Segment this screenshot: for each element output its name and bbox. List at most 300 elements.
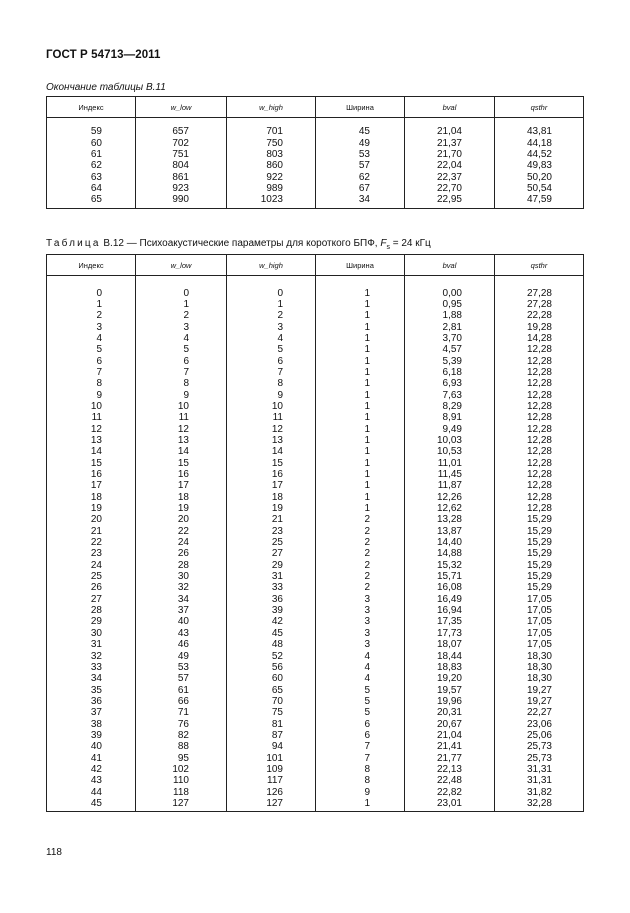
cell-width: 1	[316, 423, 405, 434]
cell-index: 21	[47, 526, 136, 537]
table-b12-caption	[46, 238, 431, 251]
cell-width: 1	[316, 287, 405, 298]
table-b12	[46, 254, 584, 812]
cell-w-high: 45	[227, 628, 316, 639]
cell-qsthr: 23,06	[495, 718, 584, 729]
table-row	[47, 492, 584, 503]
table-row	[47, 696, 584, 707]
cell-index: 22	[47, 537, 136, 548]
cell-w-high: 922	[227, 172, 316, 183]
spacer-cell	[405, 118, 495, 127]
cell-bval: 18,07	[405, 639, 495, 650]
cell-bval: 16,94	[405, 605, 495, 616]
cell-width: 2	[316, 514, 405, 525]
table-row	[47, 718, 584, 729]
cell-w-low: 37	[136, 605, 227, 616]
cell-qsthr: 12,28	[495, 458, 584, 469]
cell-index: 3	[47, 321, 136, 332]
cell-index: 65	[47, 194, 136, 208]
cell-qsthr: 14,28	[495, 333, 584, 344]
cell-qsthr: 19,28	[495, 321, 584, 332]
cell-w-low: 16	[136, 469, 227, 480]
cell-w-low: 61	[136, 684, 227, 695]
table-row	[47, 798, 584, 812]
cell-w-low: 10	[136, 401, 227, 412]
cell-index: 8	[47, 378, 136, 389]
cell-qsthr: 12,28	[495, 344, 584, 355]
cell-index: 31	[47, 639, 136, 650]
table-row	[47, 707, 584, 718]
table-row	[47, 310, 584, 321]
cell-w-low: 20	[136, 514, 227, 525]
cell-w-high: 3	[227, 321, 316, 332]
cell-width: 2	[316, 526, 405, 537]
cell-width: 1	[316, 798, 405, 812]
table-row	[47, 605, 584, 616]
table-row	[47, 321, 584, 332]
cell-qsthr: 27,28	[495, 287, 584, 298]
cell-width: 1	[316, 412, 405, 423]
column-header-index: Индекс	[47, 255, 136, 276]
cell-width: 3	[316, 605, 405, 616]
cell-w-high: 52	[227, 650, 316, 661]
cell-width: 62	[316, 172, 405, 183]
cell-index: 4	[47, 333, 136, 344]
cell-width: 3	[316, 628, 405, 639]
table-row	[47, 194, 584, 208]
cell-bval: 19,96	[405, 696, 495, 707]
table-b11-end	[46, 96, 584, 209]
cell-qsthr: 31,31	[495, 764, 584, 775]
cell-index: 30	[47, 628, 136, 639]
cell-index: 27	[47, 594, 136, 605]
cell-width: 3	[316, 616, 405, 627]
cell-qsthr: 12,28	[495, 435, 584, 446]
cell-bval: 17,73	[405, 628, 495, 639]
cell-bval: 19,57	[405, 684, 495, 695]
column-header-qsthr: qsthr	[495, 97, 584, 118]
cell-qsthr: 49,83	[495, 160, 584, 171]
cell-w-low: 32	[136, 582, 227, 593]
cell-index: 23	[47, 548, 136, 559]
cell-w-high: 5	[227, 344, 316, 355]
cell-w-low: 990	[136, 194, 227, 208]
cell-w-low: 26	[136, 548, 227, 559]
spacer-cell	[316, 118, 405, 127]
cell-w-low: 804	[136, 160, 227, 171]
cell-width: 3	[316, 639, 405, 650]
cell-w-high: 7	[227, 367, 316, 378]
cell-bval: 15,71	[405, 571, 495, 582]
cell-qsthr: 15,29	[495, 526, 584, 537]
cell-width: 2	[316, 560, 405, 571]
table-row	[47, 401, 584, 412]
cell-w-low: 34	[136, 594, 227, 605]
cell-w-low: 0	[136, 287, 227, 298]
cell-w-low: 57	[136, 673, 227, 684]
cell-qsthr: 12,28	[495, 492, 584, 503]
cell-bval: 11,87	[405, 480, 495, 491]
cell-width: 49	[316, 137, 405, 148]
cell-bval: 23,01	[405, 798, 495, 812]
table-row	[47, 503, 584, 514]
table-row	[47, 469, 584, 480]
cell-w-high: 750	[227, 137, 316, 148]
table-body	[47, 276, 584, 812]
cell-w-high: 56	[227, 662, 316, 673]
cell-index: 41	[47, 752, 136, 763]
cell-width: 1	[316, 299, 405, 310]
spacer-cell	[227, 276, 316, 288]
cell-width: 5	[316, 696, 405, 707]
cell-w-high: 701	[227, 126, 316, 137]
cell-width: 1	[316, 310, 405, 321]
cell-w-high: 13	[227, 435, 316, 446]
cell-w-high: 23	[227, 526, 316, 537]
page-number: 118	[46, 847, 62, 858]
cell-index: 36	[47, 696, 136, 707]
cell-width: 5	[316, 684, 405, 695]
table-row	[47, 435, 584, 446]
table-row	[47, 650, 584, 661]
table-row	[47, 137, 584, 148]
cell-w-high: 2	[227, 310, 316, 321]
table-row	[47, 526, 584, 537]
table-row	[47, 183, 584, 194]
cell-bval: 16,49	[405, 594, 495, 605]
cell-index: 18	[47, 492, 136, 503]
cell-w-low: 4	[136, 333, 227, 344]
cell-index: 25	[47, 571, 136, 582]
cell-w-high: 860	[227, 160, 316, 171]
cell-bval: 5,39	[405, 355, 495, 366]
cell-w-high: 989	[227, 183, 316, 194]
cell-bval: 21,04	[405, 730, 495, 741]
cell-qsthr: 15,29	[495, 571, 584, 582]
cell-index: 62	[47, 160, 136, 171]
cell-w-low: 702	[136, 137, 227, 148]
cell-w-low: 118	[136, 786, 227, 797]
cell-bval: 7,63	[405, 389, 495, 400]
cell-bval: 21,77	[405, 752, 495, 763]
cell-w-high: 126	[227, 786, 316, 797]
cell-index: 40	[47, 741, 136, 752]
table-row	[47, 389, 584, 400]
table-row	[47, 582, 584, 593]
table-row	[47, 764, 584, 775]
cell-w-high: 11	[227, 412, 316, 423]
column-header-bval: bval	[405, 255, 495, 276]
cell-qsthr: 22,27	[495, 707, 584, 718]
cell-w-high: 21	[227, 514, 316, 525]
cell-bval: 22,37	[405, 172, 495, 183]
cell-qsthr: 15,29	[495, 582, 584, 593]
cell-w-low: 751	[136, 149, 227, 160]
cell-index: 20	[47, 514, 136, 525]
cell-w-high: 17	[227, 480, 316, 491]
cell-w-high: 36	[227, 594, 316, 605]
cell-index: 2	[47, 310, 136, 321]
cell-w-high: 10	[227, 401, 316, 412]
cell-index: 43	[47, 775, 136, 786]
cell-bval: 14,40	[405, 537, 495, 548]
cell-w-high: 70	[227, 696, 316, 707]
cell-w-low: 95	[136, 752, 227, 763]
cell-width: 7	[316, 741, 405, 752]
cell-qsthr: 31,82	[495, 786, 584, 797]
spacer-cell	[136, 118, 227, 127]
cell-w-high: 65	[227, 684, 316, 695]
cell-w-low: 102	[136, 764, 227, 775]
cell-width: 9	[316, 786, 405, 797]
cell-w-high: 803	[227, 149, 316, 160]
cell-bval: 14,88	[405, 548, 495, 559]
cell-w-low: 110	[136, 775, 227, 786]
cell-bval: 22,13	[405, 764, 495, 775]
cell-index: 44	[47, 786, 136, 797]
cell-qsthr: 19,27	[495, 696, 584, 707]
cell-qsthr: 17,05	[495, 639, 584, 650]
cell-index: 13	[47, 435, 136, 446]
cell-width: 1	[316, 458, 405, 469]
column-header-index: Индекс	[47, 97, 136, 118]
cell-qsthr: 12,28	[495, 503, 584, 514]
cell-w-high: 81	[227, 718, 316, 729]
cell-qsthr: 32,28	[495, 798, 584, 812]
cell-qsthr: 15,29	[495, 548, 584, 559]
table-row	[47, 662, 584, 673]
cell-w-high: 48	[227, 639, 316, 650]
cell-qsthr: 12,28	[495, 401, 584, 412]
table-row	[47, 628, 584, 639]
table-row	[47, 299, 584, 310]
cell-bval: 1,88	[405, 310, 495, 321]
cell-bval: 6,93	[405, 378, 495, 389]
cell-qsthr: 17,05	[495, 616, 584, 627]
table-header-row	[47, 97, 584, 118]
cell-w-low: 18	[136, 492, 227, 503]
cell-width: 1	[316, 435, 405, 446]
cell-w-low: 12	[136, 423, 227, 434]
cell-width: 4	[316, 662, 405, 673]
cell-bval: 11,01	[405, 458, 495, 469]
cell-width: 6	[316, 730, 405, 741]
cell-qsthr: 12,28	[495, 367, 584, 378]
cell-index: 12	[47, 423, 136, 434]
cell-w-low: 43	[136, 628, 227, 639]
cell-w-high: 25	[227, 537, 316, 548]
cell-bval: 22,70	[405, 183, 495, 194]
cell-index: 45	[47, 798, 136, 812]
cell-w-low: 15	[136, 458, 227, 469]
table-row	[47, 333, 584, 344]
cell-w-high: 42	[227, 616, 316, 627]
caption-prefix: Таблица	[46, 238, 101, 249]
cell-w-high: 109	[227, 764, 316, 775]
cell-qsthr: 27,28	[495, 299, 584, 310]
table-row	[47, 458, 584, 469]
cell-index: 60	[47, 137, 136, 148]
cell-index: 34	[47, 673, 136, 684]
cell-width: 4	[316, 673, 405, 684]
cell-index: 38	[47, 718, 136, 729]
cell-bval: 17,35	[405, 616, 495, 627]
table-header-row	[47, 255, 584, 276]
cell-bval: 11,45	[405, 469, 495, 480]
cell-bval: 0,95	[405, 299, 495, 310]
cell-w-high: 39	[227, 605, 316, 616]
cell-bval: 8,91	[405, 412, 495, 423]
cell-bval: 22,95	[405, 194, 495, 208]
document-header: ГОСТ Р 54713—2011	[46, 49, 161, 61]
cell-w-high: 31	[227, 571, 316, 582]
table-continuation-caption: Окончание таблицы В.11	[46, 82, 166, 93]
cell-w-high: 117	[227, 775, 316, 786]
cell-bval: 4,57	[405, 344, 495, 355]
table-body	[47, 118, 584, 209]
table-spacer-row	[47, 276, 584, 288]
cell-bval: 20,31	[405, 707, 495, 718]
cell-w-low: 657	[136, 126, 227, 137]
table-row	[47, 786, 584, 797]
table-row	[47, 412, 584, 423]
table-row	[47, 571, 584, 582]
table-row	[47, 594, 584, 605]
cell-width: 3	[316, 594, 405, 605]
table-row	[47, 741, 584, 752]
cell-w-low: 861	[136, 172, 227, 183]
cell-bval: 21,41	[405, 741, 495, 752]
cell-bval: 9,49	[405, 423, 495, 434]
table-row	[47, 287, 584, 298]
table-row	[47, 126, 584, 137]
cell-w-high: 75	[227, 707, 316, 718]
table-row	[47, 378, 584, 389]
cell-bval: 22,04	[405, 160, 495, 171]
table-row	[47, 639, 584, 650]
cell-w-low: 88	[136, 741, 227, 752]
cell-qsthr: 44,52	[495, 149, 584, 160]
table-row	[47, 616, 584, 627]
caption-text: — Психоакустические параметры для короткого БПФ,	[123, 238, 381, 249]
cell-w-low: 2	[136, 310, 227, 321]
cell-width: 5	[316, 707, 405, 718]
cell-qsthr: 17,05	[495, 628, 584, 639]
table-row	[47, 548, 584, 559]
cell-width: 2	[316, 537, 405, 548]
cell-width: 1	[316, 378, 405, 389]
cell-w-low: 49	[136, 650, 227, 661]
cell-w-low: 24	[136, 537, 227, 548]
cell-w-high: 94	[227, 741, 316, 752]
cell-index: 32	[47, 650, 136, 661]
column-header-width: Ширина	[316, 255, 405, 276]
cell-w-high: 16	[227, 469, 316, 480]
cell-qsthr: 25,73	[495, 752, 584, 763]
cell-w-low: 17	[136, 480, 227, 491]
cell-width: 7	[316, 752, 405, 763]
cell-index: 11	[47, 412, 136, 423]
spacer-cell	[495, 276, 584, 288]
cell-width: 1	[316, 480, 405, 491]
cell-w-low: 11	[136, 412, 227, 423]
cell-width: 1	[316, 389, 405, 400]
cell-qsthr: 47,59	[495, 194, 584, 208]
cell-index: 10	[47, 401, 136, 412]
cell-width: 1	[316, 321, 405, 332]
cell-w-high: 0	[227, 287, 316, 298]
cell-index: 39	[47, 730, 136, 741]
spacer-cell	[495, 118, 584, 127]
cell-qsthr: 12,28	[495, 378, 584, 389]
table-row	[47, 514, 584, 525]
table-row	[47, 160, 584, 171]
cell-qsthr: 18,30	[495, 650, 584, 661]
spacer-cell	[47, 276, 136, 288]
cell-bval: 21,37	[405, 137, 495, 148]
cell-w-high: 33	[227, 582, 316, 593]
cell-w-low: 71	[136, 707, 227, 718]
cell-qsthr: 43,81	[495, 126, 584, 137]
cell-qsthr: 12,28	[495, 423, 584, 434]
caption-number: В.12	[103, 238, 124, 249]
cell-bval: 20,67	[405, 718, 495, 729]
cell-index: 42	[47, 764, 136, 775]
cell-index: 24	[47, 560, 136, 571]
cell-bval: 12,26	[405, 492, 495, 503]
column-header-qsthr: qsthr	[495, 255, 584, 276]
spacer-cell	[227, 118, 316, 127]
table-row	[47, 355, 584, 366]
cell-width: 1	[316, 469, 405, 480]
cell-w-low: 66	[136, 696, 227, 707]
cell-qsthr: 12,28	[495, 412, 584, 423]
cell-bval: 18,44	[405, 650, 495, 661]
cell-bval: 6,18	[405, 367, 495, 378]
cell-qsthr: 50,54	[495, 183, 584, 194]
cell-w-low: 30	[136, 571, 227, 582]
cell-bval: 13,87	[405, 526, 495, 537]
cell-bval: 22,48	[405, 775, 495, 786]
cell-width: 53	[316, 149, 405, 160]
cell-bval: 10,53	[405, 446, 495, 457]
cell-qsthr: 50,20	[495, 172, 584, 183]
caption-subscript: s	[386, 244, 390, 251]
cell-w-high: 4	[227, 333, 316, 344]
cell-qsthr: 12,28	[495, 480, 584, 491]
cell-width: 67	[316, 183, 405, 194]
cell-width: 1	[316, 401, 405, 412]
cell-bval: 0,00	[405, 287, 495, 298]
cell-qsthr: 18,30	[495, 662, 584, 673]
cell-width: 2	[316, 548, 405, 559]
cell-index: 19	[47, 503, 136, 514]
cell-index: 37	[47, 707, 136, 718]
cell-w-high: 15	[227, 458, 316, 469]
cell-w-low: 22	[136, 526, 227, 537]
cell-width: 1	[316, 446, 405, 457]
column-header-w-low: w_low	[136, 255, 227, 276]
cell-index: 59	[47, 126, 136, 137]
cell-w-low: 7	[136, 367, 227, 378]
table-row	[47, 537, 584, 548]
cell-bval: 10,03	[405, 435, 495, 446]
cell-w-high: 127	[227, 798, 316, 812]
cell-w-low: 8	[136, 378, 227, 389]
spacer-cell	[405, 276, 495, 288]
cell-qsthr: 12,28	[495, 469, 584, 480]
cell-w-low: 46	[136, 639, 227, 650]
